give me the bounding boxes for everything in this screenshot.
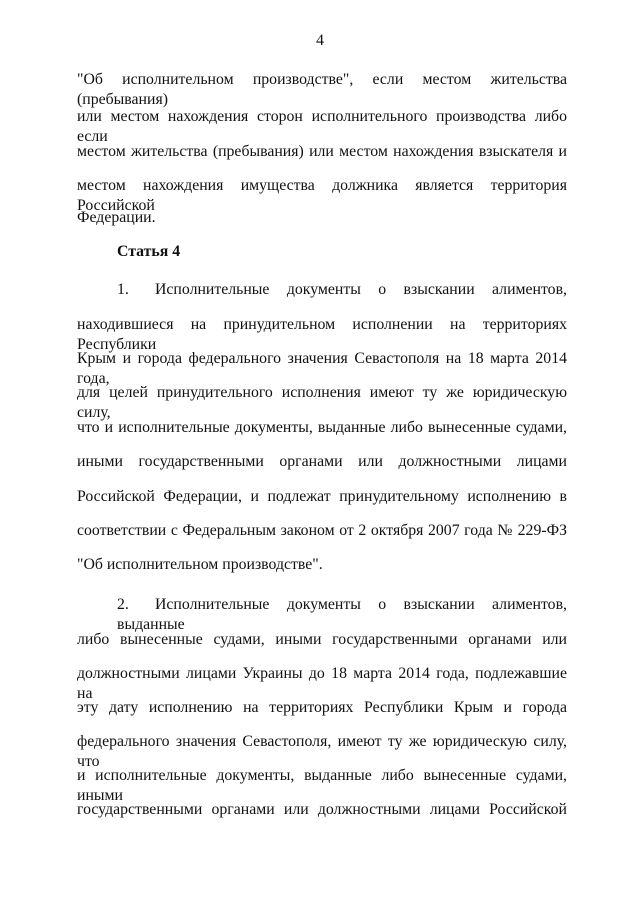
- text-line: Исполнительные документы о взыскании алиментов, выданные: [117, 596, 567, 633]
- text-line: "Об исполнительном производстве", если местом жительства (пребывания): [77, 71, 567, 108]
- text-line: и исполнительные документы, выданные либо вынесенные судами, иными: [77, 767, 567, 804]
- text-line: что и исполнительные документы, выданные либо вынесенные судами,: [77, 419, 567, 436]
- text-line: для целей принудительного исполнения имеют ту же юридическую силу,: [77, 384, 567, 421]
- text-line: эту дату исполнению на территориях Республики Крым и города: [77, 699, 567, 716]
- paragraph-number: 1.: [117, 281, 129, 298]
- text-line: или местом нахождения сторон исполнительного производства либо если: [77, 108, 567, 145]
- paragraph-first-line: [117, 280, 567, 300]
- paragraph-number: 2.: [117, 596, 129, 613]
- article-heading: Статья 4: [117, 243, 181, 260]
- text-line: "Об исполнительном производстве".: [77, 556, 323, 573]
- text-line: федерального значения Севастополя, имеют ту же юридическую силу, что: [77, 733, 567, 770]
- paragraph-first-line: [117, 595, 567, 635]
- text-line: находившиеся на принудительном исполнении на территориях Республики: [77, 316, 567, 353]
- text-line: Российской Федерации, и подлежат принудительному исполнению в: [77, 488, 567, 505]
- text-line: либо вынесенные судами, иными государственными органами или: [77, 631, 567, 648]
- text-line: местом нахождения имущества должника является территория Российской: [77, 177, 567, 214]
- text-line: соответствии с Федеральным законом от 2 октября 2007 года № 229-ФЗ: [77, 522, 567, 539]
- text-line: иными государственными органами или должностными лицами: [77, 453, 567, 470]
- text-line: государственными органами или должностными лицами Российской: [77, 801, 567, 818]
- text-line: Исполнительные документы о взыскании алиментов,: [155, 281, 567, 298]
- text-line: Федерации.: [77, 209, 156, 226]
- text-line: местом жительства (пребывания) или местом нахождения взыскателя и: [77, 143, 567, 160]
- text-line: должностными лицами Украины до 18 марта 2014 года, подлежавшие на: [77, 665, 567, 702]
- page-number: 4: [316, 32, 324, 49]
- text-line: Крым и города федерального значения Севастополя на 18 марта 2014 года,: [77, 350, 567, 387]
